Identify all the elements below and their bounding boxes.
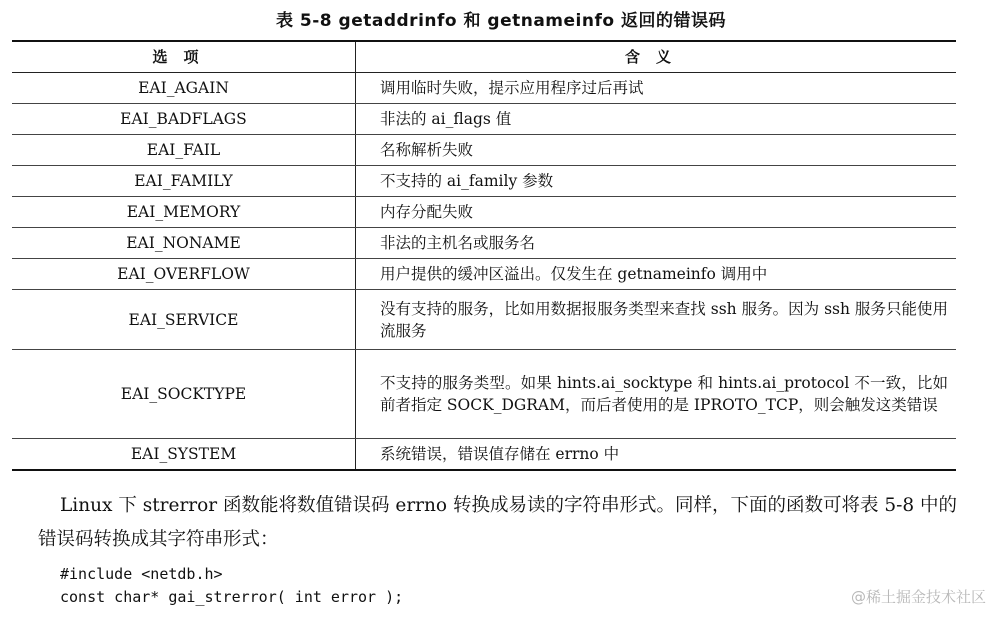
table-row (12, 104, 956, 135)
code-line-declaration: const char* gai_strerror( int error ); (60, 588, 404, 606)
table-row (12, 439, 956, 471)
code-block (60, 563, 403, 609)
error-code-cell: EAI_NONAME (12, 228, 356, 259)
watermark: @稀土掘金技术社区 (850, 588, 986, 606)
table-row (12, 350, 956, 439)
meaning-cell: 调用临时失败，提示应用程序过后再试 (356, 73, 957, 104)
meaning-cell: 没有支持的服务，比如用数据报服务类型来查找 ssh 服务。因为 ssh 服务只能使用流服务 (356, 290, 957, 350)
meaning-cell: 不支持的 ai_family 参数 (356, 166, 957, 197)
table-row (12, 290, 956, 350)
table-row (12, 197, 956, 228)
meaning-cell: 用户提供的缓冲区溢出。仅发生在 getnameinfo 调用中 (356, 259, 957, 290)
header-option: 选项 (12, 41, 356, 73)
error-code-cell: EAI_MEMORY (12, 197, 356, 228)
code-line-include: #include <netdb.h> (60, 565, 223, 583)
error-code-cell: EAI_SOCKTYPE (12, 350, 356, 439)
header-meaning: 含义 (356, 41, 957, 73)
table-row (12, 135, 956, 166)
table-row (12, 259, 956, 290)
error-code-cell: EAI_OVERFLOW (12, 259, 356, 290)
meaning-cell: 非法的主机名或服务名 (356, 228, 957, 259)
error-code-cell: EAI_SYSTEM (12, 439, 356, 471)
table-row (12, 73, 956, 104)
error-code-table (12, 40, 956, 471)
meaning-cell: 内存分配失败 (356, 197, 957, 228)
meaning-cell: 不支持的服务类型。如果 hints.ai_socktype 和 hints.ai_protocol 不一致，比如前者指定 SOCK_DGRAM，而后者使用的是 IPROTO_TCP，则会触发这类错误 (356, 350, 957, 439)
error-code-cell: EAI_BADFLAGS (12, 104, 356, 135)
body-paragraph: Linux 下 strerror 函数能将数值错误码 errno 转换成易读的字符串形式。同样，下面的函数可将表 5-8 中的错误码转换成其字符串形式： (38, 495, 958, 550)
table-header-row (12, 41, 956, 73)
meaning-cell: 非法的 ai_flags 值 (356, 104, 957, 135)
meaning-cell: 名称解析失败 (356, 135, 957, 166)
meaning-cell: 系统错误，错误值存储在 errno 中 (356, 439, 957, 471)
error-code-cell: EAI_SERVICE (12, 290, 356, 350)
error-code-cell: EAI_FAIL (12, 135, 356, 166)
error-code-cell: EAI_AGAIN (12, 73, 356, 104)
error-code-cell: EAI_FAMILY (12, 166, 356, 197)
table-row (12, 228, 956, 259)
table-caption: 表 5-8 getaddrinfo 和 getnameinfo 返回的错误码 (276, 11, 726, 31)
table-row (12, 166, 956, 197)
